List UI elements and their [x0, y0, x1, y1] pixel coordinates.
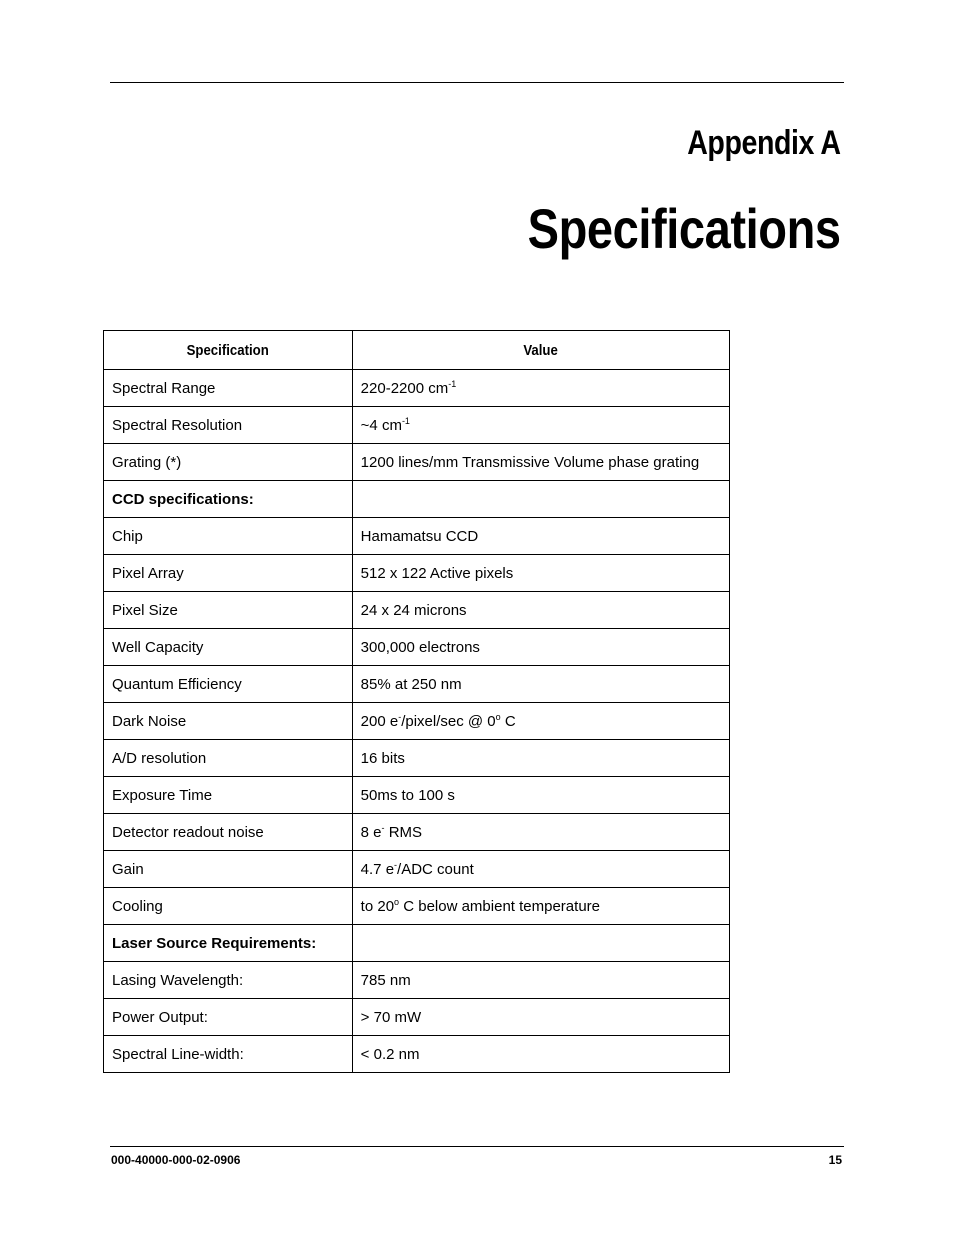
table-row [104, 518, 730, 555]
spec-name-cell: Lasing Wavelength: [104, 962, 353, 999]
value-text: < 0.2 nm [360, 1045, 420, 1063]
value-text: 785 nm [360, 971, 411, 989]
spec-name-cell: Laser Source Requirements: [104, 925, 353, 962]
value-superscript: - [398, 711, 402, 722]
value-text: 50ms to 100 s [360, 786, 455, 804]
spec-name-cell: Grating (*) [104, 444, 353, 481]
spec-value-cell [352, 814, 729, 851]
spec-value-cell [352, 407, 729, 444]
value-text: Hamamatsu CCD [360, 527, 479, 545]
spec-value-cell [352, 666, 729, 703]
value-text: 512 x 122 Active pixels [360, 564, 514, 582]
spec-name-cell: Well Capacity [104, 629, 353, 666]
spec-value-cell [352, 481, 729, 518]
table-row [104, 370, 730, 407]
table-row [104, 814, 730, 851]
spec-value-cell [352, 962, 729, 999]
value-text: C [500, 712, 516, 730]
spec-name-cell: Dark Noise [104, 703, 353, 740]
spec-value-cell [352, 888, 729, 925]
value-superscript: - [381, 822, 385, 833]
table-row [104, 629, 730, 666]
spec-name-cell: Detector readout noise [104, 814, 353, 851]
spec-value-cell [352, 777, 729, 814]
footer-rule [110, 1146, 844, 1147]
spec-value-cell [352, 370, 729, 407]
value-text: > 70 mW [360, 1008, 422, 1026]
spec-name-cell: A/D resolution [104, 740, 353, 777]
spec-value-cell [352, 444, 729, 481]
table-section-row [104, 481, 730, 518]
value-text: C below ambient temperature [399, 897, 600, 915]
value-text: 85% at 250 nm [360, 675, 462, 693]
spec-name-cell: Spectral Range [104, 370, 353, 407]
page-number: 15 [828, 1153, 842, 1167]
spec-name-cell: CCD specifications: [104, 481, 353, 518]
spec-value-cell [352, 1036, 729, 1073]
spec-value-cell [352, 851, 729, 888]
spec-value-cell [352, 629, 729, 666]
spec-name-cell: Spectral Line-width: [104, 1036, 353, 1073]
spec-value-cell [352, 703, 729, 740]
value-text: 24 x 24 microns [360, 601, 467, 619]
spec-name-cell: Pixel Array [104, 555, 353, 592]
spec-name-cell: Exposure Time [104, 777, 353, 814]
table-row [104, 888, 730, 925]
value-text: RMS [384, 823, 423, 841]
spec-name-cell: Gain [104, 851, 353, 888]
value-text: 200 e [360, 712, 399, 730]
spec-value-cell [352, 925, 729, 962]
table-row [104, 999, 730, 1036]
column-header-specification: Specification [104, 331, 353, 370]
spec-value-cell [352, 555, 729, 592]
table-row [104, 703, 730, 740]
spec-value-cell [352, 518, 729, 555]
spec-value-cell [352, 740, 729, 777]
spec-name-cell: Spectral Resolution [104, 407, 353, 444]
value-text: 4.7 e [360, 860, 395, 878]
table-row [104, 555, 730, 592]
value-text: /ADC count [397, 860, 474, 878]
table-row [104, 666, 730, 703]
value-text: 300,000 electrons [360, 638, 480, 656]
page-title: Specifications [527, 197, 841, 260]
spec-name-cell: Cooling [104, 888, 353, 925]
table-row [104, 740, 730, 777]
table-row [104, 407, 730, 444]
header-rule [110, 82, 844, 83]
value-text: 8 e [360, 823, 382, 841]
value-text: 1200 lines/mm Transmissive Volume phase grating [360, 453, 700, 471]
spec-name-cell: Power Output: [104, 999, 353, 1036]
value-text: 16 bits [360, 749, 405, 767]
table-row [104, 1036, 730, 1073]
value-superscript: o [394, 896, 400, 907]
table-row [104, 851, 730, 888]
column-header-value: Value [352, 331, 729, 370]
spec-value-cell [352, 592, 729, 629]
table-header-row [104, 331, 730, 370]
value-text: ~4 cm [360, 416, 402, 434]
chapter-label: Appendix A [687, 124, 841, 162]
value-text: to 20 [360, 897, 395, 915]
table-row [104, 777, 730, 814]
table-row [104, 444, 730, 481]
value-text: 220-2200 cm [360, 379, 449, 397]
spec-name-cell: Quantum Efficiency [104, 666, 353, 703]
table-section-row [104, 925, 730, 962]
value-superscript: -1 [401, 415, 410, 426]
value-superscript: o [495, 711, 501, 722]
spec-name-cell: Chip [104, 518, 353, 555]
table-row [104, 592, 730, 629]
value-superscript: - [394, 859, 398, 870]
value-text: /pixel/sec @ 0 [401, 712, 496, 730]
specifications-table [103, 330, 730, 1073]
value-superscript: -1 [448, 378, 457, 389]
spec-value-cell [352, 999, 729, 1036]
document-number: 000-40000-000-02-0906 [111, 1153, 241, 1167]
spec-name-cell: Pixel Size [104, 592, 353, 629]
table-row [104, 962, 730, 999]
